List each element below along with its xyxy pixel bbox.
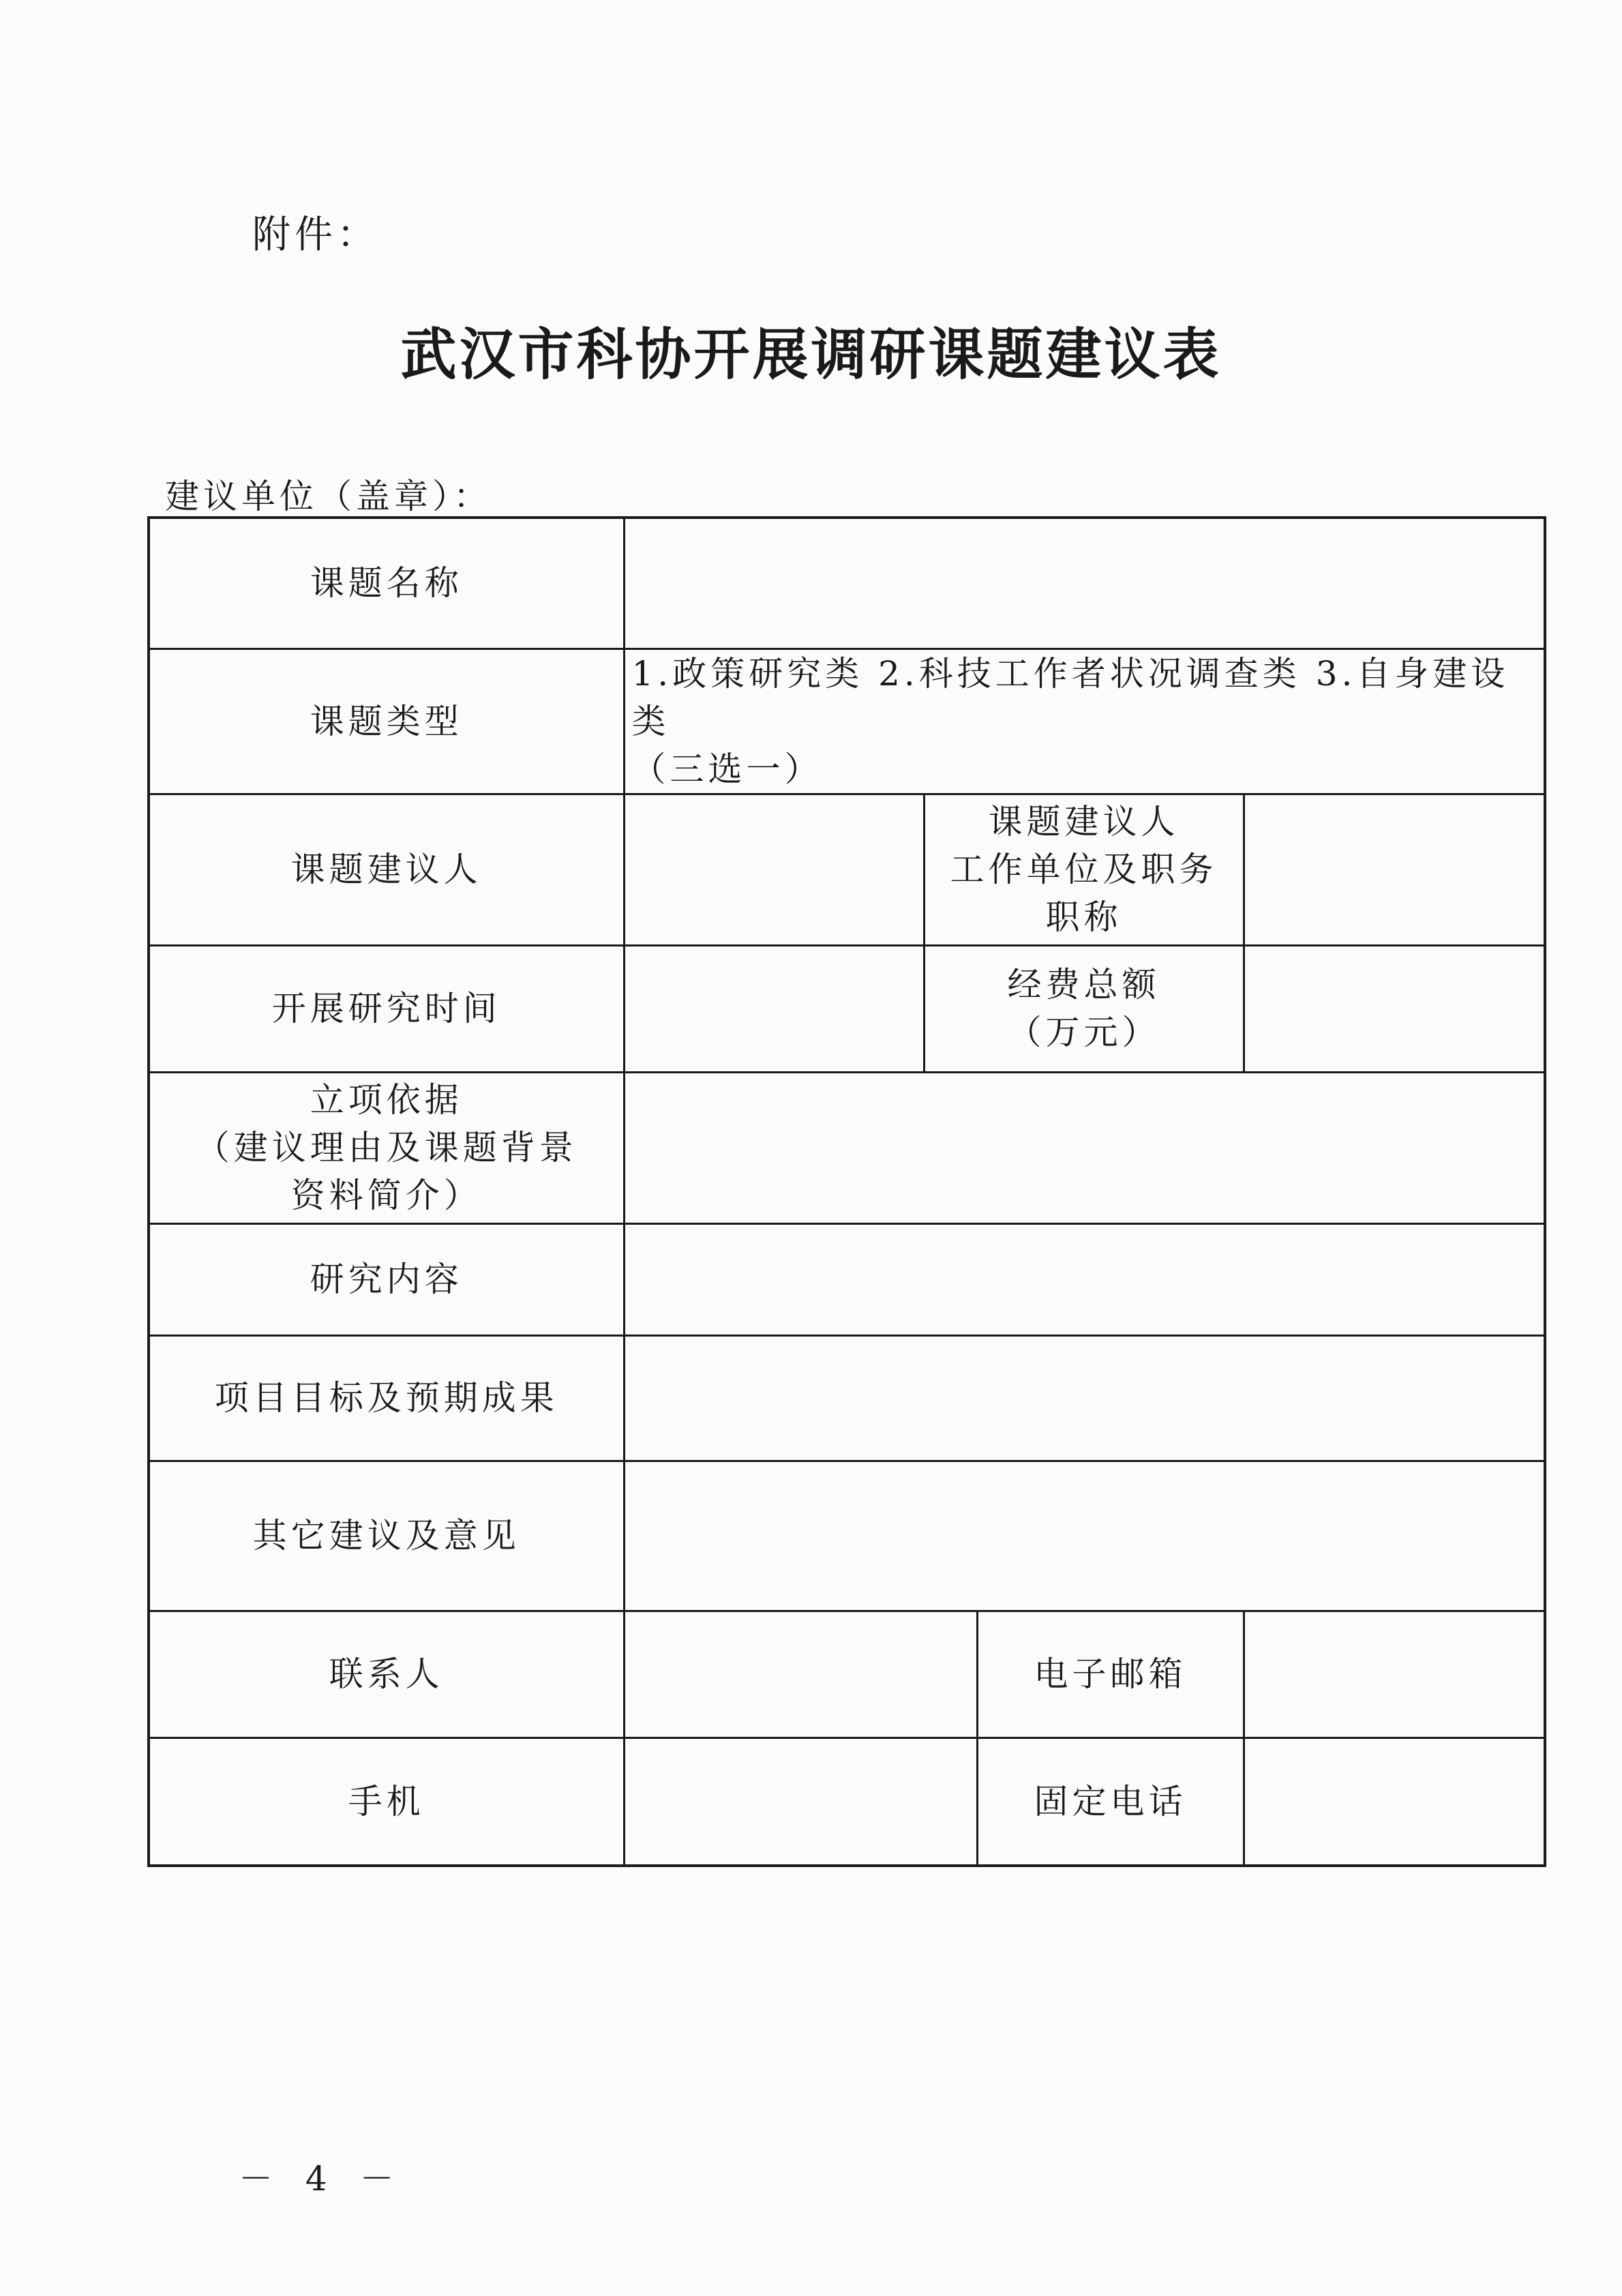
table-row [149,1461,1545,1611]
landline-field[interactable] [1244,1738,1545,1866]
topic-name-label: 课题名称 [149,518,624,648]
topic-type-options: 1.政策研究类 2.科技工作者状况调查类 3.自身建设类 [631,653,1510,741]
topic-type-label: 课题类型 [149,648,624,794]
attachment-label: 附件： [252,213,379,257]
proposer-org-label: 课题建议人 工作单位及职务 职称 [924,794,1244,945]
table-row [149,1072,1545,1223]
submitting-unit-label: 建议单位（盖章）： [165,477,492,516]
basis-label: 立项依据 （建议理由及课题背景 资料简介） [149,1072,624,1223]
email-label: 电子邮箱 [977,1611,1244,1738]
research-content-field[interactable] [624,1223,1545,1335]
topic-type-field[interactable] [624,648,1545,794]
landline-label: 固定电话 [977,1738,1244,1866]
mobile-field[interactable] [624,1738,977,1866]
proposer-field[interactable] [624,794,924,945]
contact-label: 联系人 [149,1611,624,1738]
table-row [149,1611,1545,1738]
page-title: 武汉市科协开展调研课题建议表 [400,323,1222,387]
goals-label: 项目目标及预期成果 [149,1335,624,1461]
budget-field[interactable] [1244,945,1545,1072]
research-time-field[interactable] [624,945,924,1072]
table-row [149,518,1545,648]
topic-type-hint: （三选一） [631,749,823,789]
table-row [149,1335,1545,1461]
budget-label: 经费总额 （万元） [924,945,1244,1072]
email-field[interactable] [1244,1611,1545,1738]
research-time-label: 开展研究时间 [149,945,624,1072]
table-row [149,1223,1545,1335]
table-row [149,794,1545,945]
other-suggestions-label: 其它建议及意见 [149,1461,624,1611]
proposer-org-field[interactable] [1244,794,1545,945]
goals-field[interactable] [624,1335,1545,1461]
basis-field[interactable] [624,1072,1545,1223]
proposer-label: 课题建议人 [149,794,624,945]
proposal-form-table [147,516,1546,1867]
table-row [149,1738,1545,1866]
page-number: － 4 － [239,2159,405,2198]
other-suggestions-field[interactable] [624,1461,1545,1611]
table-row [149,945,1545,1072]
contact-field[interactable] [624,1611,977,1738]
research-content-label: 研究内容 [149,1223,624,1335]
topic-name-field[interactable] [624,518,1545,648]
table-row [149,648,1545,794]
mobile-label: 手机 [149,1738,624,1866]
